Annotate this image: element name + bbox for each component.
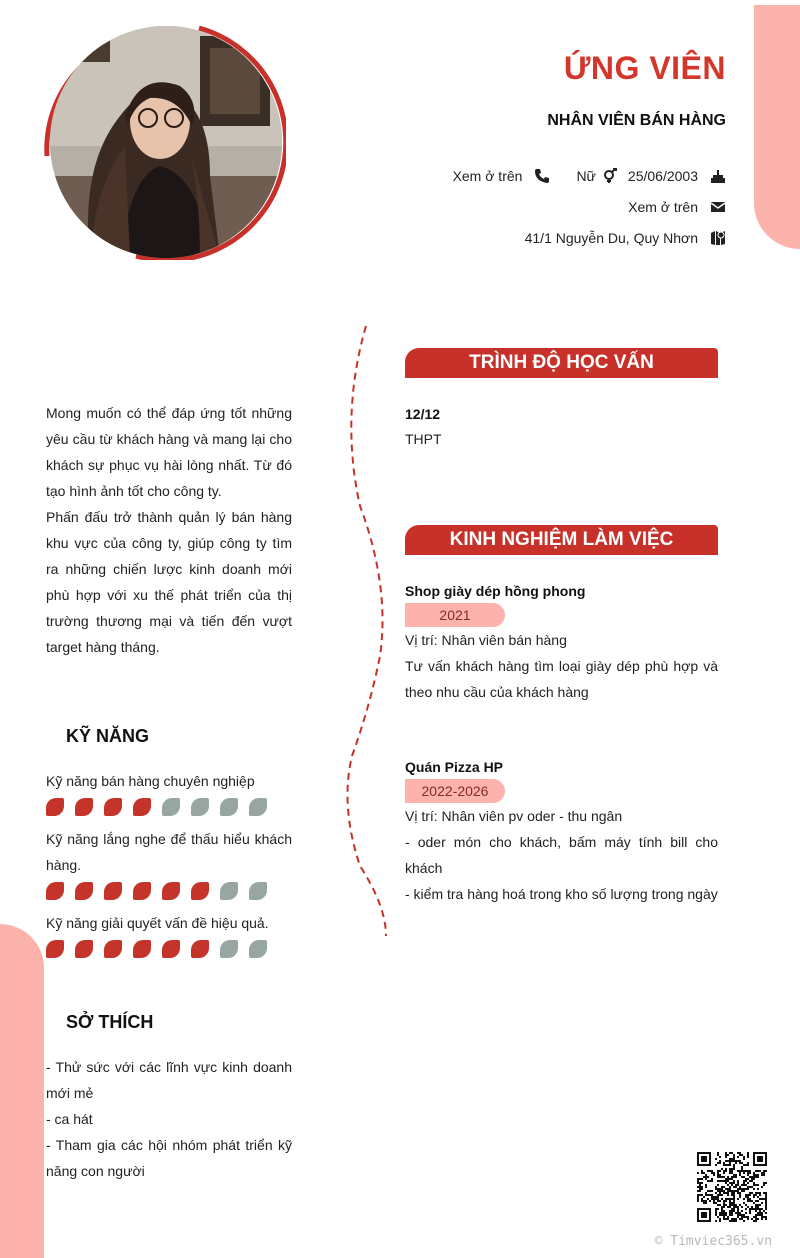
avatar-frame: [44, 24, 286, 260]
dashed-divider-icon: [340, 326, 400, 936]
skill-dot-icon: [46, 940, 64, 958]
birthdate-value: 25/06/2003: [627, 168, 698, 184]
skill-dot-icon: [191, 798, 209, 816]
phone-value: Xem ở trên: [452, 168, 523, 184]
job-2-company: Quán Pizza HP: [405, 759, 504, 775]
gender-value: Nữ: [576, 168, 596, 184]
education-banner: TRÌNH ĐỘ HỌC VẤN: [405, 348, 718, 378]
job-2-position: Vị trí: Nhân viên pv oder - thu ngân: [405, 808, 623, 824]
copyright: © Timviec365.vn: [654, 1234, 772, 1249]
skill-dot-icon: [191, 940, 209, 958]
person-photo-icon: [50, 26, 282, 258]
skill-rating-2: [46, 882, 267, 900]
skill-label-2: Kỹ năng lắng nghe để thấu hiểu khách hàng.: [46, 831, 292, 873]
skill-label-1: Kỹ năng bán hàng chuyên nghiệp: [46, 773, 255, 789]
skill-dot-icon: [75, 882, 93, 900]
contact-row-1: [453, 168, 726, 184]
skills-title: KỸ NĂNG: [66, 726, 150, 746]
hobbies-list: [46, 1054, 292, 1184]
envelope-icon: [710, 199, 726, 215]
hobby-item: - ca hát: [46, 1111, 93, 1127]
skill-dot-icon: [104, 940, 122, 958]
address-value: 41/1 Nguyễn Du, Quy Nhơn: [524, 230, 698, 246]
skill-dot-icon: [133, 798, 151, 816]
skill-dot-icon: [104, 882, 122, 900]
decor-shape-top-right: [754, 5, 800, 249]
candidate-name: ỨNG VIÊN: [563, 50, 726, 86]
email-value: Xem ở trên: [628, 199, 698, 215]
job-1-company: Shop giày dép hồng phong: [405, 583, 586, 599]
map-icon: [710, 230, 726, 246]
skill-dot-icon: [162, 940, 180, 958]
contact-row-3: [525, 230, 726, 246]
skill-dot-icon: [249, 940, 267, 958]
skill-dot-icon: [162, 882, 180, 900]
skill-dot-icon: [104, 798, 122, 816]
skill-dot-icon: [220, 940, 238, 958]
hobbies-title: SỞ THÍCH: [66, 1012, 154, 1032]
avatar: [50, 26, 282, 258]
job-2-year: 2022-2026: [405, 779, 505, 803]
skill-dot-icon: [75, 940, 93, 958]
skill-dot-icon: [249, 798, 267, 816]
education-level: THPT: [405, 431, 442, 447]
skill-rating-3: [46, 940, 267, 958]
contact-row-2: [628, 199, 726, 215]
career-objective: [46, 400, 292, 660]
cake-icon: [710, 168, 726, 184]
hobby-item: - Thử sức với các lĩnh vực kinh doanh mới mẻ: [46, 1059, 292, 1101]
skill-dot-icon: [162, 798, 180, 816]
skill-dot-icon: [220, 882, 238, 900]
gender-icon: [602, 168, 618, 184]
skill-dot-icon: [191, 882, 209, 900]
skill-dot-icon: [46, 882, 64, 900]
skill-label-3: Kỹ năng giải quyết vấn đề hiệu quả.: [46, 915, 269, 931]
skill-dot-icon: [133, 940, 151, 958]
job-1-position: Vị trí: Nhân viên bán hàng: [405, 632, 567, 648]
experience-banner: KINH NGHIỆM LÀM VIỆC: [405, 525, 718, 555]
job-title: NHÂN VIÊN BÁN HÀNG: [547, 112, 726, 129]
skill-dot-icon: [75, 798, 93, 816]
education-grade: 12/12: [405, 406, 441, 422]
phone-icon: [534, 168, 550, 184]
skill-dot-icon: [249, 882, 267, 900]
skill-dot-icon: [220, 798, 238, 816]
qr-code-icon: [697, 1152, 767, 1222]
job-2-description-2: - kiểm tra hàng hoá trong kho số lượng trong ngày: [405, 886, 718, 902]
job-2-description-1: - oder món cho khách, bấm máy tính bill cho khách: [405, 834, 718, 876]
skill-dot-icon: [133, 882, 151, 900]
skill-dot-icon: [46, 798, 64, 816]
objective-paragraph-2: Phấn đấu trở thành quản lý bán hàng khu vực của công ty, giúp công ty tìm ra những chiến lược kinh doanh mới phù hợp với xu thế phát triển của thị trường thương mại và tiến đến vượt target hàng tháng.: [46, 509, 292, 655]
decor-shape-bottom-left: [0, 924, 44, 1258]
job-1-year: 2021: [405, 603, 505, 627]
skill-rating-1: [46, 798, 267, 816]
hobby-item: - Tham gia các hội nhóm phát triển kỹ năng con người: [46, 1137, 292, 1179]
objective-paragraph-1: Mong muốn có thể đáp ứng tốt những yêu cầu từ khách hàng và mang lại cho khách sự phục vụ hài lòng nhất. Từ đó tạo hình ảnh tốt cho công ty.: [46, 405, 292, 499]
job-1-description: Tư vấn khách hàng tìm loại giày dép phù hợp và theo nhu cầu của khách hàng: [405, 658, 718, 700]
